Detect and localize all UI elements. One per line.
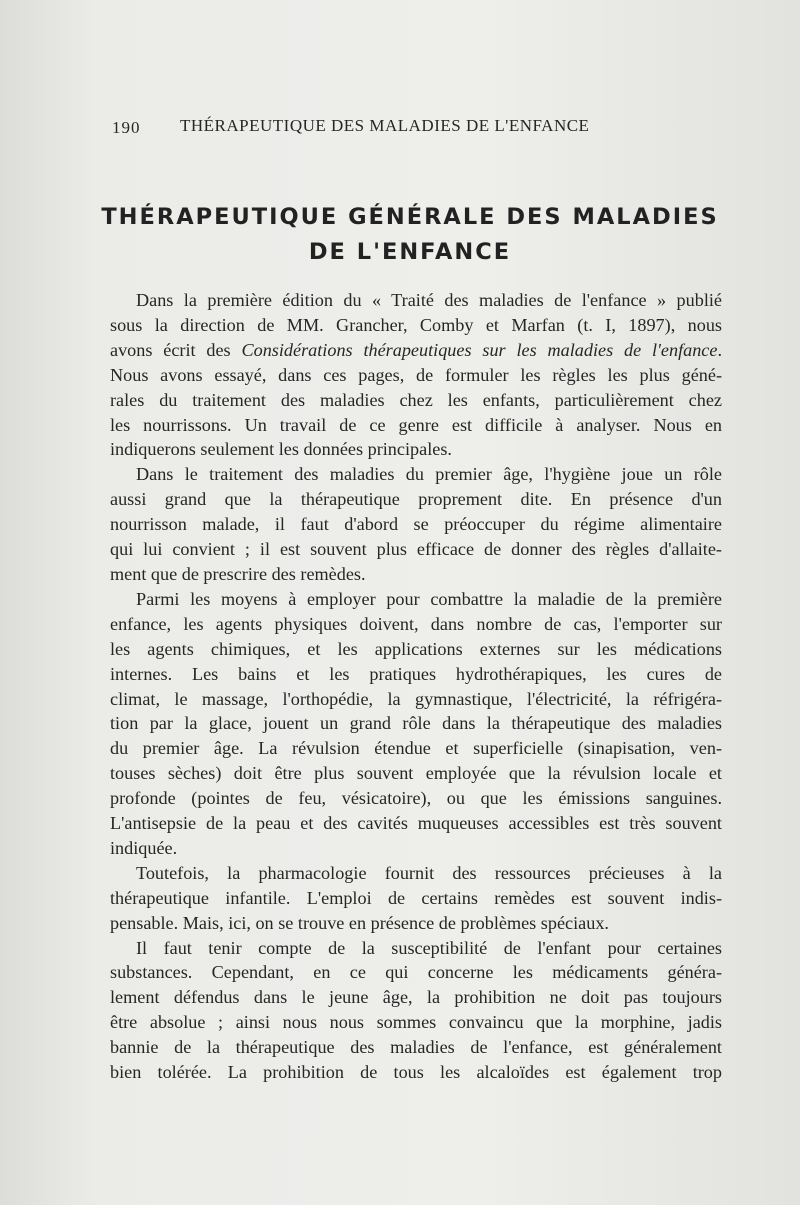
text-line: Nous avons essayé, dans ces pages, de formuler les règles les plus géné- (110, 364, 722, 385)
paragraph (110, 861, 722, 936)
text-line: les agents chimiques, et les applications externes sur les médications (110, 638, 722, 659)
paragraph (110, 462, 722, 587)
paragraph (110, 936, 722, 1085)
text-line: rales du traitement des maladies chez les enfants, particulièrement chez (110, 389, 722, 410)
text-line: enfance, les agents physiques doivent, dans nombre de cas, l'emporter sur (110, 613, 722, 634)
running-head (112, 116, 722, 140)
text-line: Dans le traitement des maladies du premier âge, l'hygiène joue un rôle (136, 464, 722, 485)
text-line (110, 338, 722, 363)
text-line: qui lui convient ; il est souvent plus efficace de donner des règles d'allaite- (110, 539, 722, 560)
text-line: lement défendus dans le jeune âge, la prohibition ne doit pas toujours (110, 987, 722, 1008)
text-line: du premier âge. La révulsion étendue et superficielle (sinapisation, ven- (110, 738, 722, 759)
text-line: sous la direction de MM. Grancher, Comby et Marfan (t. I, 1897), nous (110, 314, 722, 335)
text-line: Parmi les moyens à employer pour combattre la maladie de la première (136, 588, 722, 609)
body-text (110, 288, 722, 1085)
text-line: substances. Cependant, en ce qui concerne les médicaments généra- (110, 962, 722, 983)
text-run: avons écrit des (110, 339, 242, 360)
text-line: indiquée. (110, 837, 178, 858)
chapter-heading-line-1: THÉRAPEUTIQUE GÉNÉRALE DES MALADIES (101, 204, 719, 230)
text-line: aussi grand que la thérapeutique proprement dite. En présence d'un (110, 489, 722, 510)
text-line: touses sèches) doit être plus souvent employée que la révulsion locale et (110, 763, 722, 784)
text-line: ment que de prescrire des remèdes. (110, 563, 366, 584)
text-line: thérapeutique infantile. L'emploi de certains remèdes est souvent indis- (110, 887, 722, 908)
paragraph (110, 587, 722, 861)
text-line: L'antisepsie de la peau et des cavités muqueuses accessibles est très souvent (110, 813, 722, 834)
text-line: tion par la glace, jouent un grand rôle dans la thérapeutique des maladies (110, 713, 722, 734)
text-run: . (717, 339, 723, 360)
page-number: 190 (112, 118, 141, 137)
chapter-heading (100, 200, 720, 270)
text-line: les nourrissons. Un travail de ce genre est difficile à analyser. Nous en (110, 414, 722, 435)
text-line: profonde (pointes de feu, vésicatoire), ou que les émissions sanguines. (110, 788, 722, 809)
text-line: bien tolérée. La prohibition de tous les alcaloïdes est également trop (110, 1062, 722, 1083)
chapter-heading-line-2: DE L'ENFANCE (308, 239, 512, 265)
text-line: Toutefois, la pharmacologie fournit des ressources précieuses à la (136, 862, 722, 883)
text-line: nourrisson malade, il faut d'abord se préoccuper du régime alimentaire (110, 514, 722, 535)
text-line: Il faut tenir compte de la susceptibilité de l'enfant pour certaines (136, 937, 722, 958)
text-line: bannie de la thérapeutique des maladies de l'enfance, est généralement (110, 1037, 722, 1058)
paragraph (110, 288, 722, 462)
text-line: être absolue ; ainsi nous nous sommes convaincu que la morphine, jadis (110, 1012, 722, 1033)
text-line: indiquerons seulement les données principales. (110, 439, 452, 460)
text-line: internes. Les bains et les pratiques hydrothérapiques, les cures de (110, 663, 722, 684)
running-title: THÉRAPEUTIQUE DES MALADIES DE L'ENFANCE (180, 116, 590, 135)
text-line: climat, le massage, l'orthopédie, la gymnastique, l'électricité, la réfrigéra- (110, 688, 722, 709)
italic-title: Considérations thérapeutiques sur les maladies de l'enfance (241, 339, 718, 360)
text-line: Dans la première édition du « Traité des maladies de l'enfance » publié (136, 290, 722, 310)
text-line: pensable. Mais, ici, on se trouve en présence de problèmes spéciaux. (110, 912, 609, 933)
